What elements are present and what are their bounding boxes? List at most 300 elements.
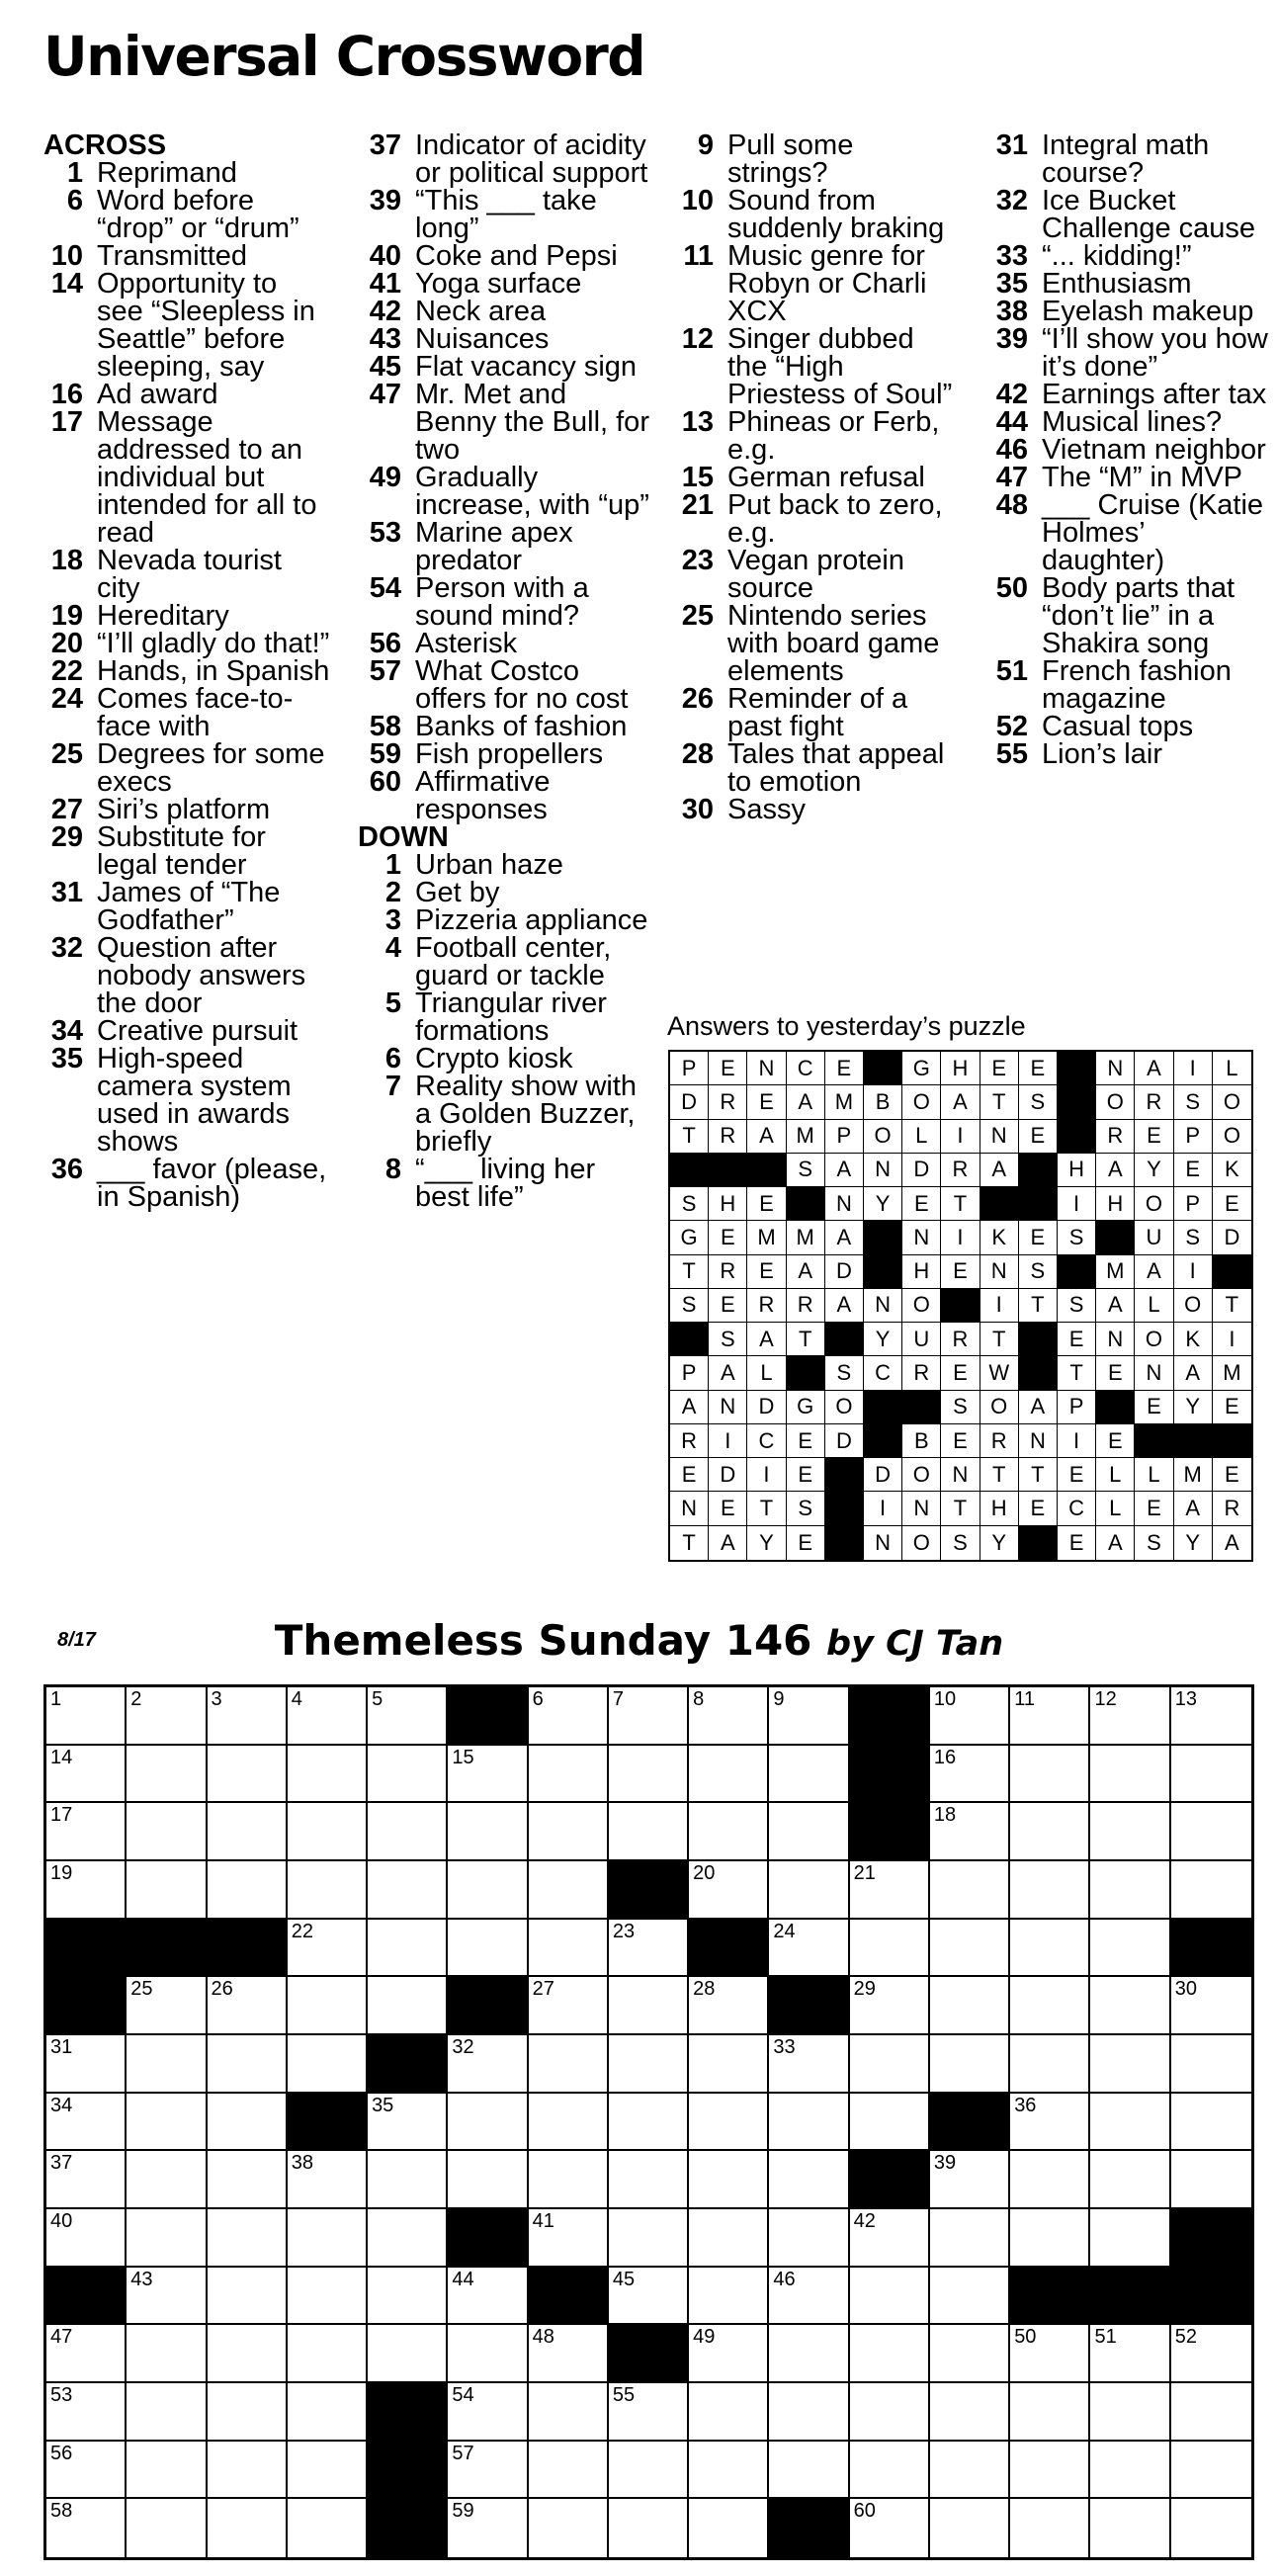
grid-cell[interactable] (609, 1920, 689, 1978)
answer-cell: S (941, 1391, 980, 1424)
grid-cell[interactable] (609, 2094, 689, 2152)
grid-cell[interactable] (448, 2499, 528, 2557)
grid-cell[interactable] (208, 1803, 288, 1861)
grid-cell[interactable] (1090, 2209, 1170, 2268)
answer-block (1096, 1391, 1135, 1424)
grid-cell[interactable] (448, 2151, 528, 2209)
grid-cell[interactable] (850, 2383, 930, 2442)
answer-cell: S (825, 1356, 864, 1390)
grid-cell[interactable] (1090, 2499, 1170, 2557)
grid-cell[interactable] (127, 1803, 207, 1861)
clue-number: 22 (50, 655, 83, 687)
grid-cell[interactable] (1090, 2383, 1170, 2442)
grid-cell[interactable] (769, 2268, 849, 2326)
grid-cell[interactable] (769, 2151, 849, 2209)
grid-cell[interactable] (288, 1977, 368, 2035)
cell-number: 52 (1174, 2326, 1197, 2349)
grid-cell[interactable] (208, 2442, 288, 2500)
clue-number: 30 (681, 794, 714, 825)
grid-cell[interactable] (448, 2442, 528, 2500)
grid-cell[interactable] (1010, 2325, 1090, 2383)
grid-cell[interactable] (46, 2151, 127, 2209)
grid-cell[interactable] (127, 1687, 207, 1746)
grid-cell[interactable] (208, 2209, 288, 2268)
grid-cell[interactable] (1010, 1746, 1090, 1804)
answer-cell: E (941, 1255, 980, 1289)
grid-cell[interactable] (930, 2035, 1010, 2094)
grid-cell[interactable] (1171, 2094, 1251, 2152)
clue (358, 131, 654, 187)
grid-cell[interactable] (609, 1977, 689, 2035)
grid-cell[interactable] (850, 2442, 930, 2500)
grid-block (1171, 1920, 1251, 1978)
grid-cell[interactable] (1090, 2442, 1170, 2500)
grid-cell[interactable] (689, 2499, 769, 2557)
grid-cell[interactable] (127, 1977, 207, 2035)
grid-cell[interactable] (689, 2268, 769, 2326)
clue-number: 16 (50, 379, 83, 410)
grid-cell[interactable] (930, 1920, 1010, 1978)
grid-cell[interactable] (368, 1977, 448, 2035)
answer-cell: P (1174, 1120, 1213, 1154)
clue-number: 9 (697, 129, 714, 161)
grid-cell[interactable] (769, 2035, 849, 2094)
clue-text: Reality show with a Golden Buzzer, briefly (415, 1071, 638, 1158)
grid-cell[interactable] (769, 2325, 849, 2383)
grid-cell[interactable] (288, 2325, 368, 2383)
clue-number: 34 (50, 1015, 83, 1047)
grid-cell[interactable] (609, 1803, 689, 1861)
answer-cell: E (980, 1052, 1019, 1085)
grid-cell[interactable] (689, 1803, 769, 1861)
grid-cell[interactable] (930, 1861, 1010, 1920)
clue-number: 32 (50, 932, 83, 964)
grid-cell[interactable] (1010, 1977, 1090, 2035)
grid-cell[interactable] (288, 1920, 368, 1978)
grid-cell[interactable] (1171, 2035, 1251, 2094)
grid-cell[interactable] (930, 2383, 1010, 2442)
answer-cell: Y (980, 1526, 1019, 1560)
answer-cell: Y (864, 1187, 902, 1221)
clue (43, 187, 330, 242)
grid-cell[interactable] (689, 2383, 769, 2442)
grid-cell[interactable] (529, 2151, 609, 2209)
grid-cell[interactable] (1090, 2094, 1170, 2152)
cell-number: 4 (291, 1688, 302, 1710)
grid-cell[interactable] (1171, 1861, 1251, 1920)
grid-cell[interactable] (930, 2151, 1010, 2209)
grid-cell[interactable] (46, 1803, 127, 1861)
grid-cell[interactable] (46, 2325, 127, 2383)
cell-number: 46 (773, 2268, 796, 2290)
grid-cell[interactable] (288, 2151, 368, 2209)
grid-cell[interactable] (1171, 2383, 1251, 2442)
grid-cell[interactable] (609, 2209, 689, 2268)
answer-cell: N (980, 1255, 1019, 1289)
grid-cell[interactable] (850, 1977, 930, 2035)
clue (982, 574, 1269, 657)
grid-cell[interactable] (46, 2442, 127, 2500)
answer-cell: E (1213, 1391, 1251, 1424)
grid-cell[interactable] (529, 1920, 609, 1978)
clue-number: 4 (384, 932, 401, 964)
grid-cell[interactable] (1010, 2094, 1090, 2152)
clue (358, 851, 654, 879)
grid-cell[interactable] (930, 1746, 1010, 1804)
cell-number: 33 (773, 2036, 796, 2058)
clue (43, 657, 330, 685)
clue-text: What Costco offers for no cost (415, 655, 629, 715)
grid-cell[interactable] (850, 2035, 930, 2094)
grid-cell[interactable] (208, 2325, 288, 2383)
grid-cell[interactable] (127, 1861, 207, 1920)
grid-cell[interactable] (689, 1687, 769, 1746)
grid-cell[interactable] (448, 2094, 528, 2152)
grid-cell[interactable] (609, 2499, 689, 2557)
answer-cell: N (825, 1187, 864, 1221)
answer-cell: T (670, 1526, 709, 1560)
answer-cell: Y (864, 1323, 902, 1356)
answer-cell: A (980, 1154, 1019, 1187)
grid-cell[interactable] (208, 1861, 288, 1920)
grid-cell[interactable] (769, 2209, 849, 2268)
clue-number: 35 (50, 1043, 83, 1074)
grid-cell[interactable] (689, 2209, 769, 2268)
grid-cell[interactable] (288, 1746, 368, 1804)
cell-number: 6 (532, 1688, 544, 1710)
answer-cell: E (902, 1187, 941, 1221)
answer-cell: K (980, 1221, 1019, 1254)
grid-block (850, 1687, 930, 1746)
grid-cell[interactable] (689, 2325, 769, 2383)
answer-cell: A (709, 1356, 747, 1390)
answer-cell: K (1213, 1154, 1251, 1187)
grid-cell[interactable] (930, 2268, 1010, 2326)
cell-number: 44 (452, 2268, 474, 2290)
clue (982, 464, 1269, 491)
grid-cell[interactable] (208, 1977, 288, 2035)
clue-text: Flat vacancy sign (415, 351, 638, 383)
clue-number: 55 (995, 738, 1028, 770)
grid-cell[interactable] (1090, 2151, 1170, 2209)
grid-cell[interactable] (127, 2268, 207, 2326)
clue-number: 49 (369, 462, 401, 493)
clue-column-2 (358, 131, 654, 1211)
grid-cell[interactable] (1090, 1977, 1170, 2035)
grid-cell[interactable] (127, 2094, 207, 2152)
answer-cell: E (1019, 1052, 1058, 1085)
grid-cell[interactable] (127, 2442, 207, 2500)
grid-cell[interactable] (288, 1687, 368, 1746)
answer-cell: D (709, 1458, 747, 1492)
grid-cell[interactable] (1010, 2209, 1090, 2268)
grid-cell[interactable] (1010, 1920, 1090, 1978)
grid-cell[interactable] (689, 2035, 769, 2094)
clue (668, 464, 953, 491)
answer-cell: H (941, 1052, 980, 1085)
grid-cell[interactable] (368, 2268, 448, 2326)
clue-text: Substitute for legal tender (97, 821, 266, 881)
answer-cell: O (902, 1289, 941, 1323)
grid-cell[interactable] (1090, 1746, 1170, 1804)
grid-cell[interactable] (769, 1803, 849, 1861)
grid-cell[interactable] (689, 2151, 769, 2209)
answer-cell: E (747, 1255, 786, 1289)
grid-cell[interactable] (288, 2499, 368, 2557)
grid-cell[interactable] (448, 1920, 528, 1978)
grid-cell[interactable] (769, 1920, 849, 1978)
clue (43, 547, 330, 602)
grid-cell[interactable] (127, 2383, 207, 2442)
grid-cell[interactable] (529, 2499, 609, 2557)
grid-cell[interactable] (529, 1803, 609, 1861)
answer-block (1213, 1255, 1251, 1289)
grid-cell[interactable] (368, 1861, 448, 1920)
grid-cell[interactable] (46, 1746, 127, 1804)
clue (982, 657, 1269, 713)
grid-cell[interactable] (850, 2209, 930, 2268)
grid-cell[interactable] (288, 2209, 368, 2268)
grid-cell[interactable] (1171, 2325, 1251, 2383)
grid-cell[interactable] (1090, 2035, 1170, 2094)
cell-number: 8 (693, 1688, 705, 1710)
grid-cell[interactable] (288, 2383, 368, 2442)
grid-cell[interactable] (127, 2151, 207, 2209)
grid-cell[interactable] (529, 2035, 609, 2094)
grid-cell[interactable] (127, 2209, 207, 2268)
grid-cell[interactable] (368, 1803, 448, 1861)
grid-cell[interactable] (689, 2094, 769, 2152)
clue-number: 15 (681, 462, 714, 493)
clue-text: Put back to zero, e.g. (727, 489, 943, 549)
clue (982, 740, 1269, 768)
grid-cell[interactable] (448, 2383, 528, 2442)
grid-cell[interactable] (368, 1687, 448, 1746)
grid-cell[interactable] (769, 1687, 849, 1746)
answer-cell: D (1213, 1221, 1251, 1254)
grid-cell[interactable] (127, 2325, 207, 2383)
grid-cell[interactable] (529, 2094, 609, 2152)
clue (43, 1156, 330, 1211)
grid-cell[interactable] (46, 2209, 127, 2268)
clue-text: Casual tops (1042, 711, 1194, 742)
grid-cell[interactable] (1010, 2383, 1090, 2442)
grid-cell[interactable] (850, 2325, 930, 2383)
grid-cell[interactable] (850, 1920, 930, 1978)
grid-cell[interactable] (930, 2325, 1010, 2383)
grid-cell[interactable] (208, 2151, 288, 2209)
grid-cell[interactable] (1171, 2442, 1251, 2500)
answer-block (825, 1492, 864, 1525)
cell-number: 36 (1014, 2094, 1037, 2116)
grid-cell[interactable] (609, 1687, 689, 1746)
grid-cell[interactable] (689, 1746, 769, 1804)
answer-cell: E (787, 1424, 825, 1458)
grid-cell[interactable] (368, 2325, 448, 2383)
grid-cell[interactable] (368, 1920, 448, 1978)
cell-number: 29 (853, 1978, 876, 2001)
grid-cell[interactable] (46, 1687, 127, 1746)
answer-block (1058, 1085, 1096, 1119)
answer-cell: N (709, 1391, 747, 1424)
grid-cell[interactable] (448, 2325, 528, 2383)
grid-cell[interactable] (769, 2094, 849, 2152)
grid-cell[interactable] (850, 1861, 930, 1920)
answer-cell: I (709, 1424, 747, 1458)
grid-cell[interactable] (46, 2383, 127, 2442)
grid-cell[interactable] (769, 1861, 849, 1920)
grid-cell[interactable] (609, 2383, 689, 2442)
grid-cell[interactable] (930, 1803, 1010, 1861)
grid-cell[interactable] (368, 2209, 448, 2268)
grid-cell[interactable] (46, 2499, 127, 2557)
grid-block (46, 2268, 127, 2326)
grid-cell[interactable] (368, 1746, 448, 1804)
grid-cell[interactable] (127, 2035, 207, 2094)
grid-cell[interactable] (208, 2499, 288, 2557)
grid-cell[interactable] (1090, 2325, 1170, 2383)
grid-cell[interactable] (689, 1977, 769, 2035)
grid-cell[interactable] (288, 1861, 368, 1920)
cell-number: 10 (933, 1688, 957, 1710)
grid-cell[interactable] (529, 1687, 609, 1746)
answer-cell: E (1019, 1120, 1058, 1154)
grid-cell[interactable] (1010, 2151, 1090, 2209)
grid-cell[interactable] (529, 2325, 609, 2383)
grid-cell[interactable] (769, 2442, 849, 2500)
grid-cell[interactable] (1010, 1687, 1090, 1746)
grid-cell[interactable] (1090, 1687, 1170, 1746)
grid-cell[interactable] (930, 1977, 1010, 2035)
clue-text: Crypto kiosk (415, 1043, 573, 1074)
clue-text: Coke and Pepsi (415, 240, 618, 272)
puzzle-title-text: Themeless Sunday 146 (274, 1616, 812, 1665)
answer-cell: A (1096, 1289, 1135, 1323)
page-title: Universal Crossword (43, 25, 645, 88)
grid-cell[interactable] (208, 1746, 288, 1804)
byline: by CJ Tan (826, 1624, 1004, 1664)
answer-cell: D (864, 1458, 902, 1492)
answer-cell: S (787, 1492, 825, 1525)
clue-text: Gradually increase, with “up” (415, 462, 649, 521)
grid-cell[interactable] (1171, 1803, 1251, 1861)
grid-cell[interactable] (609, 2268, 689, 2326)
clue (982, 408, 1269, 436)
grid-cell[interactable] (208, 2383, 288, 2442)
grid-block (448, 1687, 528, 1746)
answer-cell: L (1135, 1289, 1173, 1323)
grid-cell[interactable] (46, 2035, 127, 2094)
grid-cell[interactable] (448, 1861, 528, 1920)
grid-cell[interactable] (769, 2383, 849, 2442)
answer-cell: O (825, 1391, 864, 1424)
grid-cell[interactable] (208, 1687, 288, 1746)
grid-cell[interactable] (127, 1746, 207, 1804)
grid-cell[interactable] (1090, 1803, 1170, 1861)
grid-cell[interactable] (288, 2442, 368, 2500)
grid-cell[interactable] (448, 1746, 528, 1804)
grid-cell[interactable] (1171, 1977, 1251, 2035)
grid-cell[interactable] (850, 2094, 930, 2152)
answer-cell: N (864, 1154, 902, 1187)
grid-cell[interactable] (448, 2268, 528, 2326)
grid-cell[interactable] (448, 2035, 528, 2094)
grid-cell[interactable] (1010, 1803, 1090, 1861)
grid-cell[interactable] (1171, 2499, 1251, 2557)
grid-cell[interactable] (368, 2094, 448, 2152)
answer-cell: R (941, 1323, 980, 1356)
grid-cell[interactable] (529, 1746, 609, 1804)
grid-cell[interactable] (46, 1861, 127, 1920)
clue (43, 879, 330, 934)
grid-cell[interactable] (1090, 1861, 1170, 1920)
grid-cell[interactable] (609, 2035, 689, 2094)
grid-cell[interactable] (529, 2209, 609, 2268)
grid-cell[interactable] (930, 2442, 1010, 2500)
grid-cell[interactable] (1171, 1687, 1251, 1746)
grid-cell[interactable] (689, 1861, 769, 1920)
grid-cell[interactable] (127, 2499, 207, 2557)
grid-cell[interactable] (1090, 1920, 1170, 1978)
grid-cell[interactable] (609, 1746, 689, 1804)
grid-cell[interactable] (1171, 1746, 1251, 1804)
grid-cell[interactable] (1010, 2442, 1090, 2500)
grid-cell[interactable] (930, 2499, 1010, 2557)
grid-cell[interactable] (288, 1803, 368, 1861)
grid-cell[interactable] (208, 2094, 288, 2152)
clue-number: 41 (369, 268, 401, 300)
grid-cell[interactable] (609, 2442, 689, 2500)
grid-cell[interactable] (288, 2268, 368, 2326)
grid-cell[interactable] (1010, 1861, 1090, 1920)
grid-cell[interactable] (769, 1746, 849, 1804)
answer-cell: A (825, 1289, 864, 1323)
grid-cell[interactable] (529, 2383, 609, 2442)
clue (358, 1073, 654, 1156)
clue (358, 353, 654, 381)
grid-cell[interactable] (448, 1803, 528, 1861)
grid-cell[interactable] (1171, 2151, 1251, 2209)
grid-cell[interactable] (850, 2499, 930, 2557)
grid-cell[interactable] (850, 2268, 930, 2326)
grid-cell[interactable] (1010, 2035, 1090, 2094)
clue-text: Urban haze (415, 849, 563, 881)
clue (43, 934, 330, 1017)
clue-text: “I’ll show you how it’s done” (1042, 323, 1268, 383)
clue-number: 46 (995, 434, 1028, 466)
answer-cell: L (1096, 1492, 1135, 1525)
grid-cell[interactable] (609, 2151, 689, 2209)
clue (668, 187, 953, 242)
grid-cell[interactable] (46, 2094, 127, 2152)
grid-cell[interactable] (930, 2209, 1010, 2268)
grid-cell[interactable] (288, 2035, 368, 2094)
answer-cell: N (670, 1492, 709, 1525)
grid-cell[interactable] (529, 2442, 609, 2500)
grid-cell[interactable] (529, 1861, 609, 1920)
grid-cell[interactable] (208, 2035, 288, 2094)
grid-cell[interactable] (208, 2268, 288, 2326)
clue (43, 381, 330, 408)
cell-number: 51 (1094, 2326, 1117, 2349)
grid-cell[interactable] (930, 1687, 1010, 1746)
grid-cell[interactable] (529, 1977, 609, 2035)
answer-cell: S (670, 1187, 709, 1221)
grid-cell[interactable] (1010, 2499, 1090, 2557)
grid-cell[interactable] (689, 2442, 769, 2500)
grid-cell[interactable] (368, 2151, 448, 2209)
grid-block (46, 1920, 127, 1978)
